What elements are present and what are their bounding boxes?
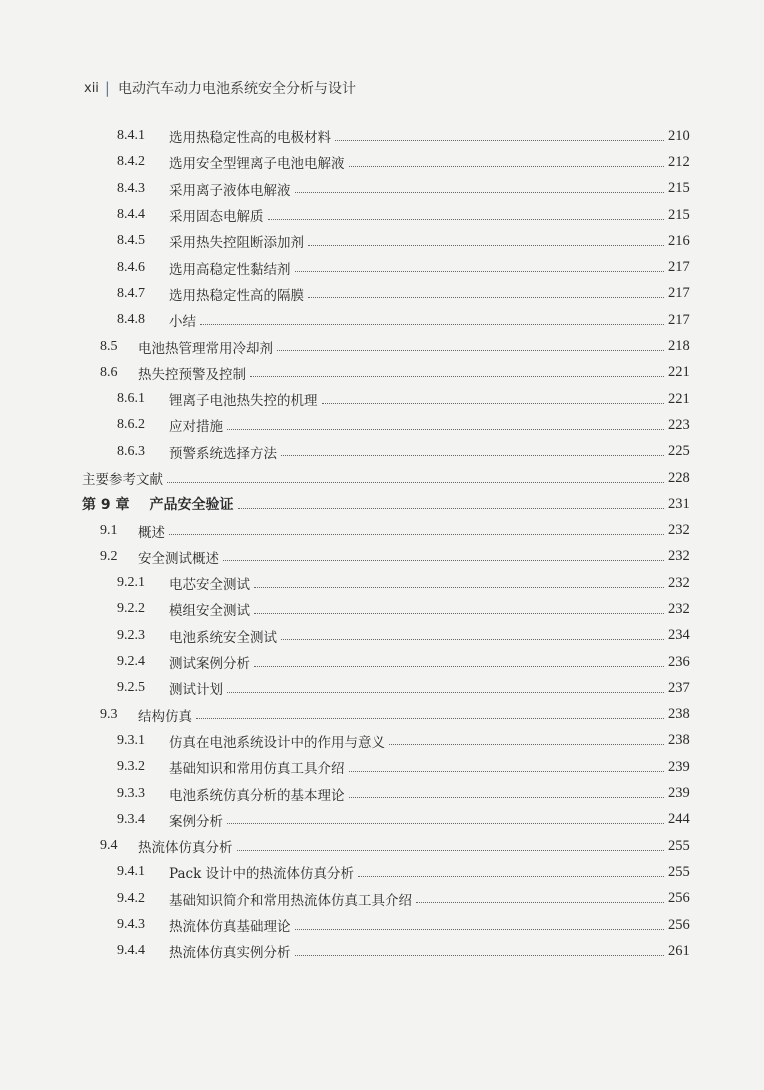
toc-entry-page: 256 bbox=[668, 890, 690, 907]
dot-leader bbox=[227, 692, 664, 693]
table-of-contents bbox=[0, 123, 764, 965]
dot-leader bbox=[238, 508, 665, 509]
toc-entry bbox=[0, 807, 764, 833]
toc-entry-title: Pack 设计中的热流体仿真分析 bbox=[169, 866, 355, 883]
dot-leader bbox=[308, 245, 664, 246]
toc-entry-number: 9.3.4 bbox=[117, 811, 145, 827]
toc-entry-number: 9.3.2 bbox=[117, 759, 145, 775]
toc-entry-page: 239 bbox=[668, 785, 690, 802]
dot-leader bbox=[295, 929, 665, 930]
toc-entry-number: 9.2.3 bbox=[117, 627, 145, 643]
toc-entry-page: 255 bbox=[668, 863, 690, 880]
toc-entry-page: 239 bbox=[668, 758, 690, 775]
toc-entry-page: 232 bbox=[668, 600, 690, 617]
toc-entry-title: 安全测试概述 bbox=[138, 550, 219, 567]
toc-entry-title: 案例分析 bbox=[169, 813, 223, 830]
toc-entry-title: 模组安全测试 bbox=[169, 603, 250, 620]
toc-entry-page: 218 bbox=[668, 338, 690, 355]
dot-leader bbox=[167, 482, 664, 483]
toc-entry-page: 256 bbox=[668, 916, 690, 933]
toc-entry-title: 小结 bbox=[169, 314, 196, 331]
toc-entry-title: 测试计划 bbox=[169, 682, 223, 699]
toc-entry-title: 选用高稳定性黏结剂 bbox=[169, 261, 291, 278]
dot-leader bbox=[281, 639, 664, 640]
dot-leader bbox=[281, 455, 664, 456]
toc-entry-number: 9.4 bbox=[100, 838, 118, 854]
toc-entry bbox=[0, 491, 764, 517]
dot-leader bbox=[358, 876, 664, 877]
toc-entry-page: 217 bbox=[668, 285, 690, 302]
toc-entry bbox=[0, 570, 764, 596]
dot-leader bbox=[349, 797, 665, 798]
toc-entry-number: 8.4.1 bbox=[117, 128, 145, 144]
toc-entry-page: 221 bbox=[668, 390, 690, 407]
toc-entry-title: 采用固态电解质 bbox=[169, 209, 264, 226]
toc-entry-page: 228 bbox=[668, 469, 690, 486]
toc-entry-title: 选用热稳定性高的隔膜 bbox=[169, 287, 304, 304]
toc-entry-title: 概述 bbox=[138, 524, 165, 541]
toc-entry bbox=[0, 938, 764, 964]
toc-entry-number: 9.3.3 bbox=[117, 785, 145, 801]
dot-leader bbox=[227, 823, 664, 824]
toc-entry-number: 8.4.5 bbox=[117, 233, 145, 249]
dot-leader bbox=[227, 429, 664, 430]
toc-entry-number: 9.4.2 bbox=[117, 890, 145, 906]
page-header bbox=[84, 78, 356, 98]
toc-entry-title: 电芯安全测试 bbox=[169, 577, 250, 594]
toc-entry-page: 244 bbox=[668, 811, 690, 828]
toc-entry bbox=[0, 886, 764, 912]
dot-leader bbox=[250, 376, 664, 377]
toc-entry bbox=[0, 517, 764, 543]
toc-entry-page: 255 bbox=[668, 837, 690, 854]
toc-entry-number: 8.4.8 bbox=[117, 312, 145, 328]
toc-entry-page: 234 bbox=[668, 627, 690, 644]
toc-entry-number: 第 9 章 bbox=[82, 497, 130, 514]
dot-leader bbox=[416, 902, 664, 903]
toc-entry-page: 238 bbox=[668, 732, 690, 749]
toc-entry bbox=[0, 754, 764, 780]
toc-entry bbox=[0, 596, 764, 622]
toc-entry-number: 8.4.6 bbox=[117, 259, 145, 275]
toc-entry bbox=[0, 833, 764, 859]
toc-entry bbox=[0, 912, 764, 938]
toc-entry-number: 9.3.1 bbox=[117, 732, 145, 748]
toc-entry bbox=[0, 281, 764, 307]
toc-entry-title: 产品安全验证 bbox=[149, 497, 234, 514]
dot-leader bbox=[200, 324, 664, 325]
toc-entry bbox=[0, 412, 764, 438]
toc-entry-number: 8.6 bbox=[100, 364, 118, 380]
toc-entry-number: 9.2.4 bbox=[117, 654, 145, 670]
toc-entry-number: 8.4.4 bbox=[117, 207, 145, 223]
toc-entry-number: 9.2.1 bbox=[117, 575, 145, 591]
dot-leader bbox=[277, 350, 664, 351]
dot-leader bbox=[169, 534, 664, 535]
toc-entry bbox=[0, 307, 764, 333]
toc-entry-number: 8.4.2 bbox=[117, 154, 145, 170]
header-separator: | bbox=[104, 79, 110, 97]
toc-entry bbox=[0, 228, 764, 254]
toc-entry bbox=[0, 386, 764, 412]
toc-entry bbox=[0, 623, 764, 649]
toc-entry-number: 9.2.2 bbox=[117, 601, 145, 617]
toc-entry bbox=[0, 149, 764, 175]
dot-leader bbox=[223, 560, 664, 561]
toc-entry-number: 8.6.2 bbox=[117, 417, 145, 433]
toc-entry-title: 采用热失控阻断添加剂 bbox=[169, 235, 304, 252]
toc-entry-title: 锂离子电池热失控的机理 bbox=[169, 393, 318, 410]
toc-entry bbox=[0, 176, 764, 202]
toc-entry bbox=[0, 675, 764, 701]
toc-entry bbox=[0, 859, 764, 885]
toc-entry-page: 231 bbox=[668, 495, 690, 512]
dot-leader bbox=[237, 850, 665, 851]
toc-entry-number: 8.4.3 bbox=[117, 180, 145, 196]
toc-entry-title: 预警系统选择方法 bbox=[169, 445, 277, 462]
toc-entry-title: 电池热管理常用冷却剂 bbox=[138, 340, 273, 357]
toc-entry bbox=[0, 728, 764, 754]
toc-entry-number: 8.4.7 bbox=[117, 285, 145, 301]
toc-entry-page: 223 bbox=[668, 416, 690, 433]
toc-entry-title: 应对措施 bbox=[169, 419, 223, 436]
toc-entry-title: 采用离子液体电解液 bbox=[169, 182, 291, 199]
toc-entry bbox=[0, 780, 764, 806]
toc-entry-title: 热流体仿真实例分析 bbox=[169, 945, 291, 962]
toc-entry-title: 结构仿真 bbox=[138, 708, 192, 725]
toc-entry-page: 232 bbox=[668, 522, 690, 539]
toc-entry-page: 210 bbox=[668, 127, 690, 144]
toc-entry-title: 基础知识简介和常用热流体仿真工具介绍 bbox=[169, 892, 412, 909]
toc-entry-title: 主要参考文献 bbox=[82, 472, 163, 488]
toc-entry-page: 236 bbox=[668, 653, 690, 670]
page-number: xii bbox=[84, 80, 99, 96]
dot-leader bbox=[295, 955, 665, 956]
toc-entry-page: 215 bbox=[668, 180, 690, 197]
toc-entry bbox=[0, 254, 764, 280]
toc-entry-page: 261 bbox=[668, 942, 690, 959]
book-title: 电动汽车动力电池系统安全分析与设计 bbox=[117, 81, 356, 97]
dot-leader bbox=[254, 587, 664, 588]
toc-entry-page: 238 bbox=[668, 706, 690, 723]
toc-entry-page: 216 bbox=[668, 232, 690, 249]
dot-leader bbox=[254, 613, 664, 614]
toc-entry-number: 9.3 bbox=[100, 706, 118, 722]
toc-entry-number: 9.4.4 bbox=[117, 943, 145, 959]
dot-leader bbox=[268, 219, 665, 220]
dot-leader bbox=[322, 403, 665, 404]
toc-entry-page: 217 bbox=[668, 259, 690, 276]
dot-leader bbox=[295, 192, 665, 193]
toc-entry-page: 217 bbox=[668, 311, 690, 328]
toc-entry-page: 232 bbox=[668, 574, 690, 591]
toc-entry-title: 选用热稳定性高的电极材料 bbox=[169, 130, 331, 147]
toc-entry bbox=[0, 649, 764, 675]
toc-entry bbox=[0, 439, 764, 465]
toc-entry bbox=[0, 123, 764, 149]
dot-leader bbox=[349, 771, 665, 772]
toc-entry-page: 221 bbox=[668, 364, 690, 381]
dot-leader bbox=[254, 666, 664, 667]
toc-entry-title: 基础知识和常用仿真工具介绍 bbox=[169, 761, 345, 778]
toc-entry bbox=[0, 333, 764, 359]
toc-entry-title: 仿真在电池系统设计中的作用与意义 bbox=[169, 734, 385, 751]
toc-entry-number: 9.4.1 bbox=[117, 864, 145, 880]
dot-leader bbox=[196, 718, 664, 719]
toc-entry bbox=[0, 544, 764, 570]
toc-entry-title: 测试案例分析 bbox=[169, 656, 250, 673]
toc-entry-number: 8.5 bbox=[100, 338, 118, 354]
toc-entry-page: 232 bbox=[668, 548, 690, 565]
toc-entry-title: 热流体仿真分析 bbox=[138, 840, 233, 857]
toc-entry-number: 9.1 bbox=[100, 522, 118, 538]
toc-entry bbox=[0, 202, 764, 228]
toc-entry-title: 热失控预警及控制 bbox=[138, 366, 246, 383]
dot-leader bbox=[389, 744, 664, 745]
toc-entry bbox=[0, 702, 764, 728]
toc-entry-title: 电池系统安全测试 bbox=[169, 629, 277, 646]
toc-entry-number: 8.6.1 bbox=[117, 391, 145, 407]
toc-entry-page: 225 bbox=[668, 443, 690, 460]
toc-entry-page: 237 bbox=[668, 679, 690, 696]
toc-entry-number: 9.4.3 bbox=[117, 917, 145, 933]
toc-entry-title: 热流体仿真基础理论 bbox=[169, 919, 291, 936]
toc-entry-page: 212 bbox=[668, 153, 690, 170]
dot-leader bbox=[349, 166, 665, 167]
toc-entry bbox=[0, 465, 764, 491]
toc-entry-number: 9.2.5 bbox=[117, 680, 145, 696]
toc-entry bbox=[0, 360, 764, 386]
toc-entry-title: 选用安全型锂离子电池电解液 bbox=[169, 156, 345, 173]
dot-leader bbox=[335, 140, 664, 141]
toc-entry-page: 215 bbox=[668, 206, 690, 223]
toc-entry-number: 8.6.3 bbox=[117, 443, 145, 459]
dot-leader bbox=[295, 271, 665, 272]
toc-entry-title: 电池系统仿真分析的基本理论 bbox=[169, 787, 345, 804]
toc-entry-number: 9.2 bbox=[100, 548, 118, 564]
dot-leader bbox=[308, 297, 664, 298]
